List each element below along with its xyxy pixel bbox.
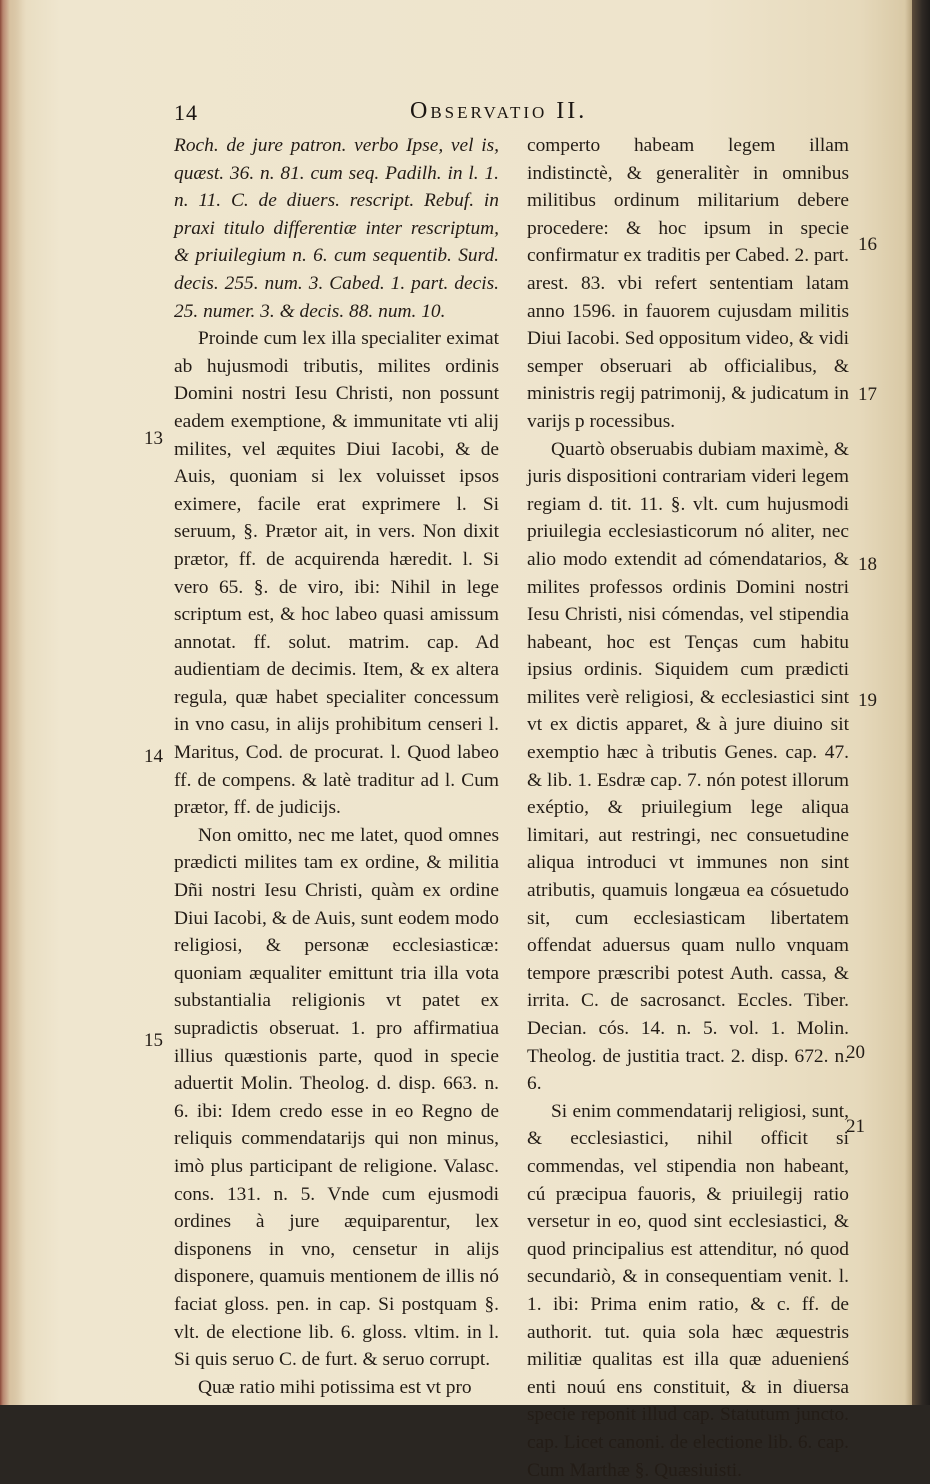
right-column — [527, 132, 849, 1484]
margin-number: 20 — [846, 1042, 865, 1063]
margin-number: 13 — [144, 428, 163, 449]
left-paragraph-1: Roch. de jure patron. verbo Ipse, vel is, quæst. 36. n. 81. cum seq. Padilh. in l. 1. n. 11. C. de diuers. rescript. Rebuf. in praxi titulo differentiæ inter rescriptum, & priuilegium n. 6. cum sequentib. Surd. decis. 255. num. 3. Cabed. 1. part. decis. 25. numer. 3. & decis. 88. num. 10. — [174, 135, 499, 322]
margin-number: 15 — [144, 1030, 163, 1051]
margin-number: 18 — [858, 554, 877, 575]
left-paragraph-3: Non omitto, nec me latet, quod omnes prædicti milites tam ex ordine, & militia Dñi nostri Iesu Christi, quàm ex ordine Diui Iacobi, & de Auis, sunt eodem modo religiosi, & personæ ecclesiasticæ: quoniam æqualiter emittunt tria illa vota substantialia religionis vt patet ex supradictis obseruat. 1. pro affirmatiua illius quæstionis parte, quod in specie aduertit Molin. Theolog. d. disp. 663. n. 6. ibi: Idem credo esse in eo Regno de reliquis commendatarijs qui non minus, imò plus participant de religione. Valasc. cons. 131. n. 5. Vnde cum ejusmodi ordines à jure æquiparentur, lex disponens in vno, censetur in alijs disponere, quamuis mentionem de illis nó faciat gloss. pen. in cap. Si postquam §. vlt. de electione lib. 6. gloss. vltim. in l. Si quis seruo C. de furt. & seruo corrupt. — [174, 824, 499, 1371]
left-column — [174, 132, 499, 1401]
page-header — [174, 96, 850, 130]
book-binding — [912, 0, 930, 1405]
left-paragraph-2: Proinde cum lex illa specialiter eximat ab hujusmodi tributis, milites ordinis Domini nostri Iesu Christi, non possunt eadem exemptione, & immunitate vti alij milites, vel æquites Diui Iacobi, & de Auis, quoniam si lex voluisset ipsos eximere, facile erat exprimere l. Si seruum, §. Prætor ait, in vers. Non dixit prætor, ff. de acquirenda hæredit. l. Si vero 65. §. de viro, ibi: Nihil in lege scriptum est, & hoc labeo quasi amissum annotat. ff. solut. matrim. cap. Ad audientiam de decimis. Item, & ex altera regula, quæ habet specialiter concessum in vno casu, in alijs prohibitum censeri l. Maritus, Cod. de procurat. l. Quod labeo ff. de compens. & latè traditur ad l. Cum prætor, ff. de judicijs. — [174, 328, 499, 819]
margin-number: 16 — [858, 234, 877, 255]
margin-number: 14 — [144, 746, 163, 767]
running-head: Observatio II. — [410, 98, 588, 124]
right-paragraph-1: comperto habeam legem illam indistinctè, & generalitèr in omnibus militibus ordinum militarium debere procedere: & hoc ipsum in specie confirmatur ex traditis per Cabed. 2. part. arest. 83. vbi refert sententiam latam anno 1596. in fauorem cujusdam militis Diui Iacobi. Sed oppositum video, & vidi semper obseruari ab officialibus, & ministris regij patrimonij, & judicatum in varijs p rocessibus. — [527, 135, 849, 432]
page-number: 14 — [174, 100, 198, 125]
right-paragraph-2: Quartò obseruabis dubiam maximè, & juris dispositioni contrariam videri legem regiam d. tit. 11. §. vlt. cum hujusmodi priuilegia ecclesiasticorum nó aliter, nec alio modo extendit ad cómendatarios, & milites professos ordinis Domini nostri Iesu Christi, nisi cómendas, vel stipendia habeant, hoc est Tenças cum habitu ipsius ordinis. Siquidem cum prædicti milites verè religiosi, & ecclesiastici sint vt ex dictis apparet, & à jure diuino sit exemptio hæc à tributis Genes. cap. 47. & lib. 1. Esdræ cap. 7. nón potest illorum exéptio, & priuilegium lege aliqua limitari, aut restringi, nec consuetudine aliqua introduci vt immunes non sint atributis, quamuis longæua ea cósuetudo sit, cum ecclesiasticam libertatem offendat aduersus quam nullo vnquam tempore præscribi potest Auth. cassa, & irrita. C. de sacrosanct. Eccles. Tiber. Decian. cós. 14. n. 5. vol. 1. Molin. Theolog. de justitia tract. 2. disp. 672. n. 6. — [527, 438, 849, 1095]
margin-number: 21 — [846, 1116, 865, 1137]
page-edge — [0, 0, 26, 1405]
left-paragraph-4: Quæ ratio mihi potissima est vt pro — [198, 1376, 472, 1398]
right-paragraph-3: Si enim commendatarij religiosi, sunt, & ecclesiastici, nihil officit si commendas, vel stipendia non habeant, cú præcipua fauoris, & priuilegij ratio versetur in eo, quod sint ecclesiastici, & quod principalius est attenditur, nó quod secundariò, & in consequentiam venit. l. 1. ibi: Prima enim ratio, & c. ff. de authorit. tut. quia sola hæc æquestris militiæ qualitas est illa quæ aduenienś enti nouú ens constituit, & in diuersa specie reponit illud cap. Statutum juncto. cap. Licet canoni. de electione lib. 6. cap. Cum Marthæ §. Quæsiuisti. — [527, 1100, 849, 1481]
margin-number: 19 — [858, 690, 877, 711]
margin-number: 17 — [858, 384, 877, 405]
